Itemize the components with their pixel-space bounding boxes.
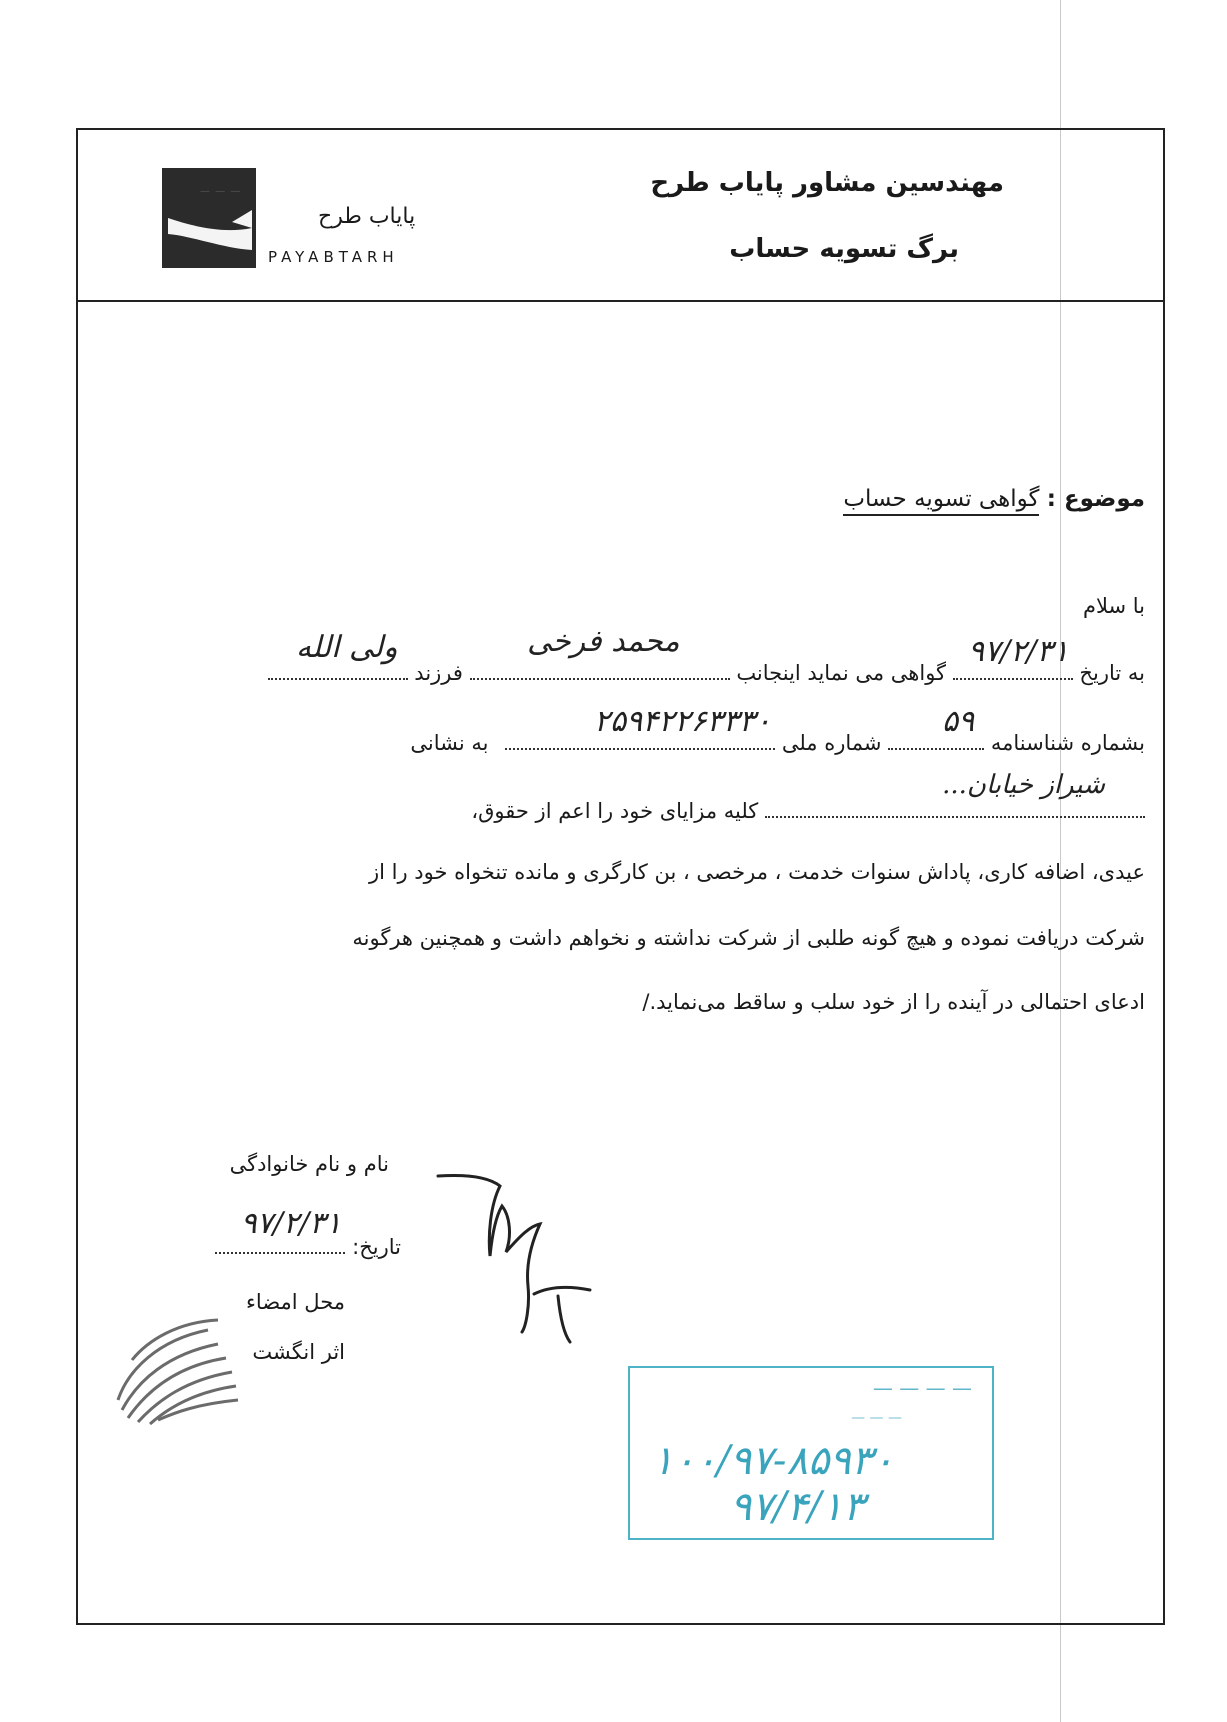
body-line-2 (410, 704, 1145, 755)
logo-icon (162, 164, 258, 272)
id-label: بشماره شناسنامه (990, 731, 1145, 755)
child-of-label: فرزند (414, 661, 463, 685)
logo-text-fa: پایاب طرح (318, 204, 416, 229)
registry-stamp (628, 1366, 994, 1540)
certify-text: گواهی می نماید اینجانب (736, 661, 947, 685)
header-divider (76, 300, 1165, 302)
form-title: برگ تسویه حساب (729, 234, 959, 264)
sig-date-handwritten: ۹۷/۲/۳۱ (240, 1206, 342, 1241)
id-field (888, 704, 984, 750)
logo-small-text: — — — (200, 186, 242, 197)
sig-date-label: تاریخ: (352, 1235, 401, 1259)
name-label: نام و نام خانوادگی (229, 1152, 389, 1176)
sig-date-field (215, 1206, 345, 1254)
fingerprint-icon (98, 1300, 258, 1430)
date-handwritten: ۹۷/۲/۳۱ (967, 634, 1069, 669)
line3-text: کلیه مزایای خود را اعم از حقوق، (471, 799, 759, 823)
national-handwritten: ۲۵۹۴۲۲۶۳۳۳۰ (593, 704, 772, 739)
body-line-5: شرکت دریافت نموده و هیچ گونه طلبی از شرکت نداشته و نخواهم داشت و همچنین هرگونه (352, 926, 1145, 950)
name-handwritten: محمد فرخی (527, 624, 680, 659)
father-handwritten: ولی الله (295, 630, 398, 665)
body-line-4: عیدی، اضافه کاری، پاداش سنوات خدمت ، مرخصی ، بن کارگری و مانده تنخواه خود را از (368, 860, 1145, 884)
address-field (765, 770, 1145, 818)
id-handwritten: ۵۹ (941, 704, 975, 739)
address-label: به نشانی (410, 731, 489, 755)
stamp-header: — — — — (872, 1376, 972, 1400)
company-name: مهندسین مشاور پایاب طرح (650, 168, 1004, 198)
handwritten-signature (430, 1156, 630, 1346)
name-field (470, 624, 730, 680)
sig-date-line (215, 1206, 401, 1259)
body-line-1 (268, 624, 1145, 685)
body-line-6: ادعای احتمالی در آینده را از خود سلب و ساقط می‌نماید./ (642, 990, 1145, 1014)
sign-label: محل امضاء (246, 1290, 345, 1314)
logo-text-en: PAYABTARH (268, 248, 399, 266)
subject-value: گواهی تسویه حساب (843, 486, 1039, 516)
subject-label: موضوع : (1046, 486, 1145, 512)
fingerprint-label: اثر انگشت (252, 1340, 345, 1364)
address-handwritten: شیراز خیابان... (942, 770, 1105, 800)
stamp-subheader: — — — (851, 1410, 902, 1426)
date-field (953, 634, 1073, 680)
stamp-date: ۹۷/۴/۱۳ (730, 1484, 865, 1530)
father-field (268, 630, 408, 680)
body-line-3 (471, 770, 1145, 823)
national-label: شماره ملی (781, 731, 882, 755)
stamp-number: ۱۰۰/۹۷-۸۵۹۳۰ (652, 1438, 894, 1484)
national-field (505, 704, 775, 750)
subject-line (843, 486, 1145, 512)
greeting: با سلام (1082, 594, 1145, 618)
date-prefix: به تاریخ (1079, 661, 1145, 685)
